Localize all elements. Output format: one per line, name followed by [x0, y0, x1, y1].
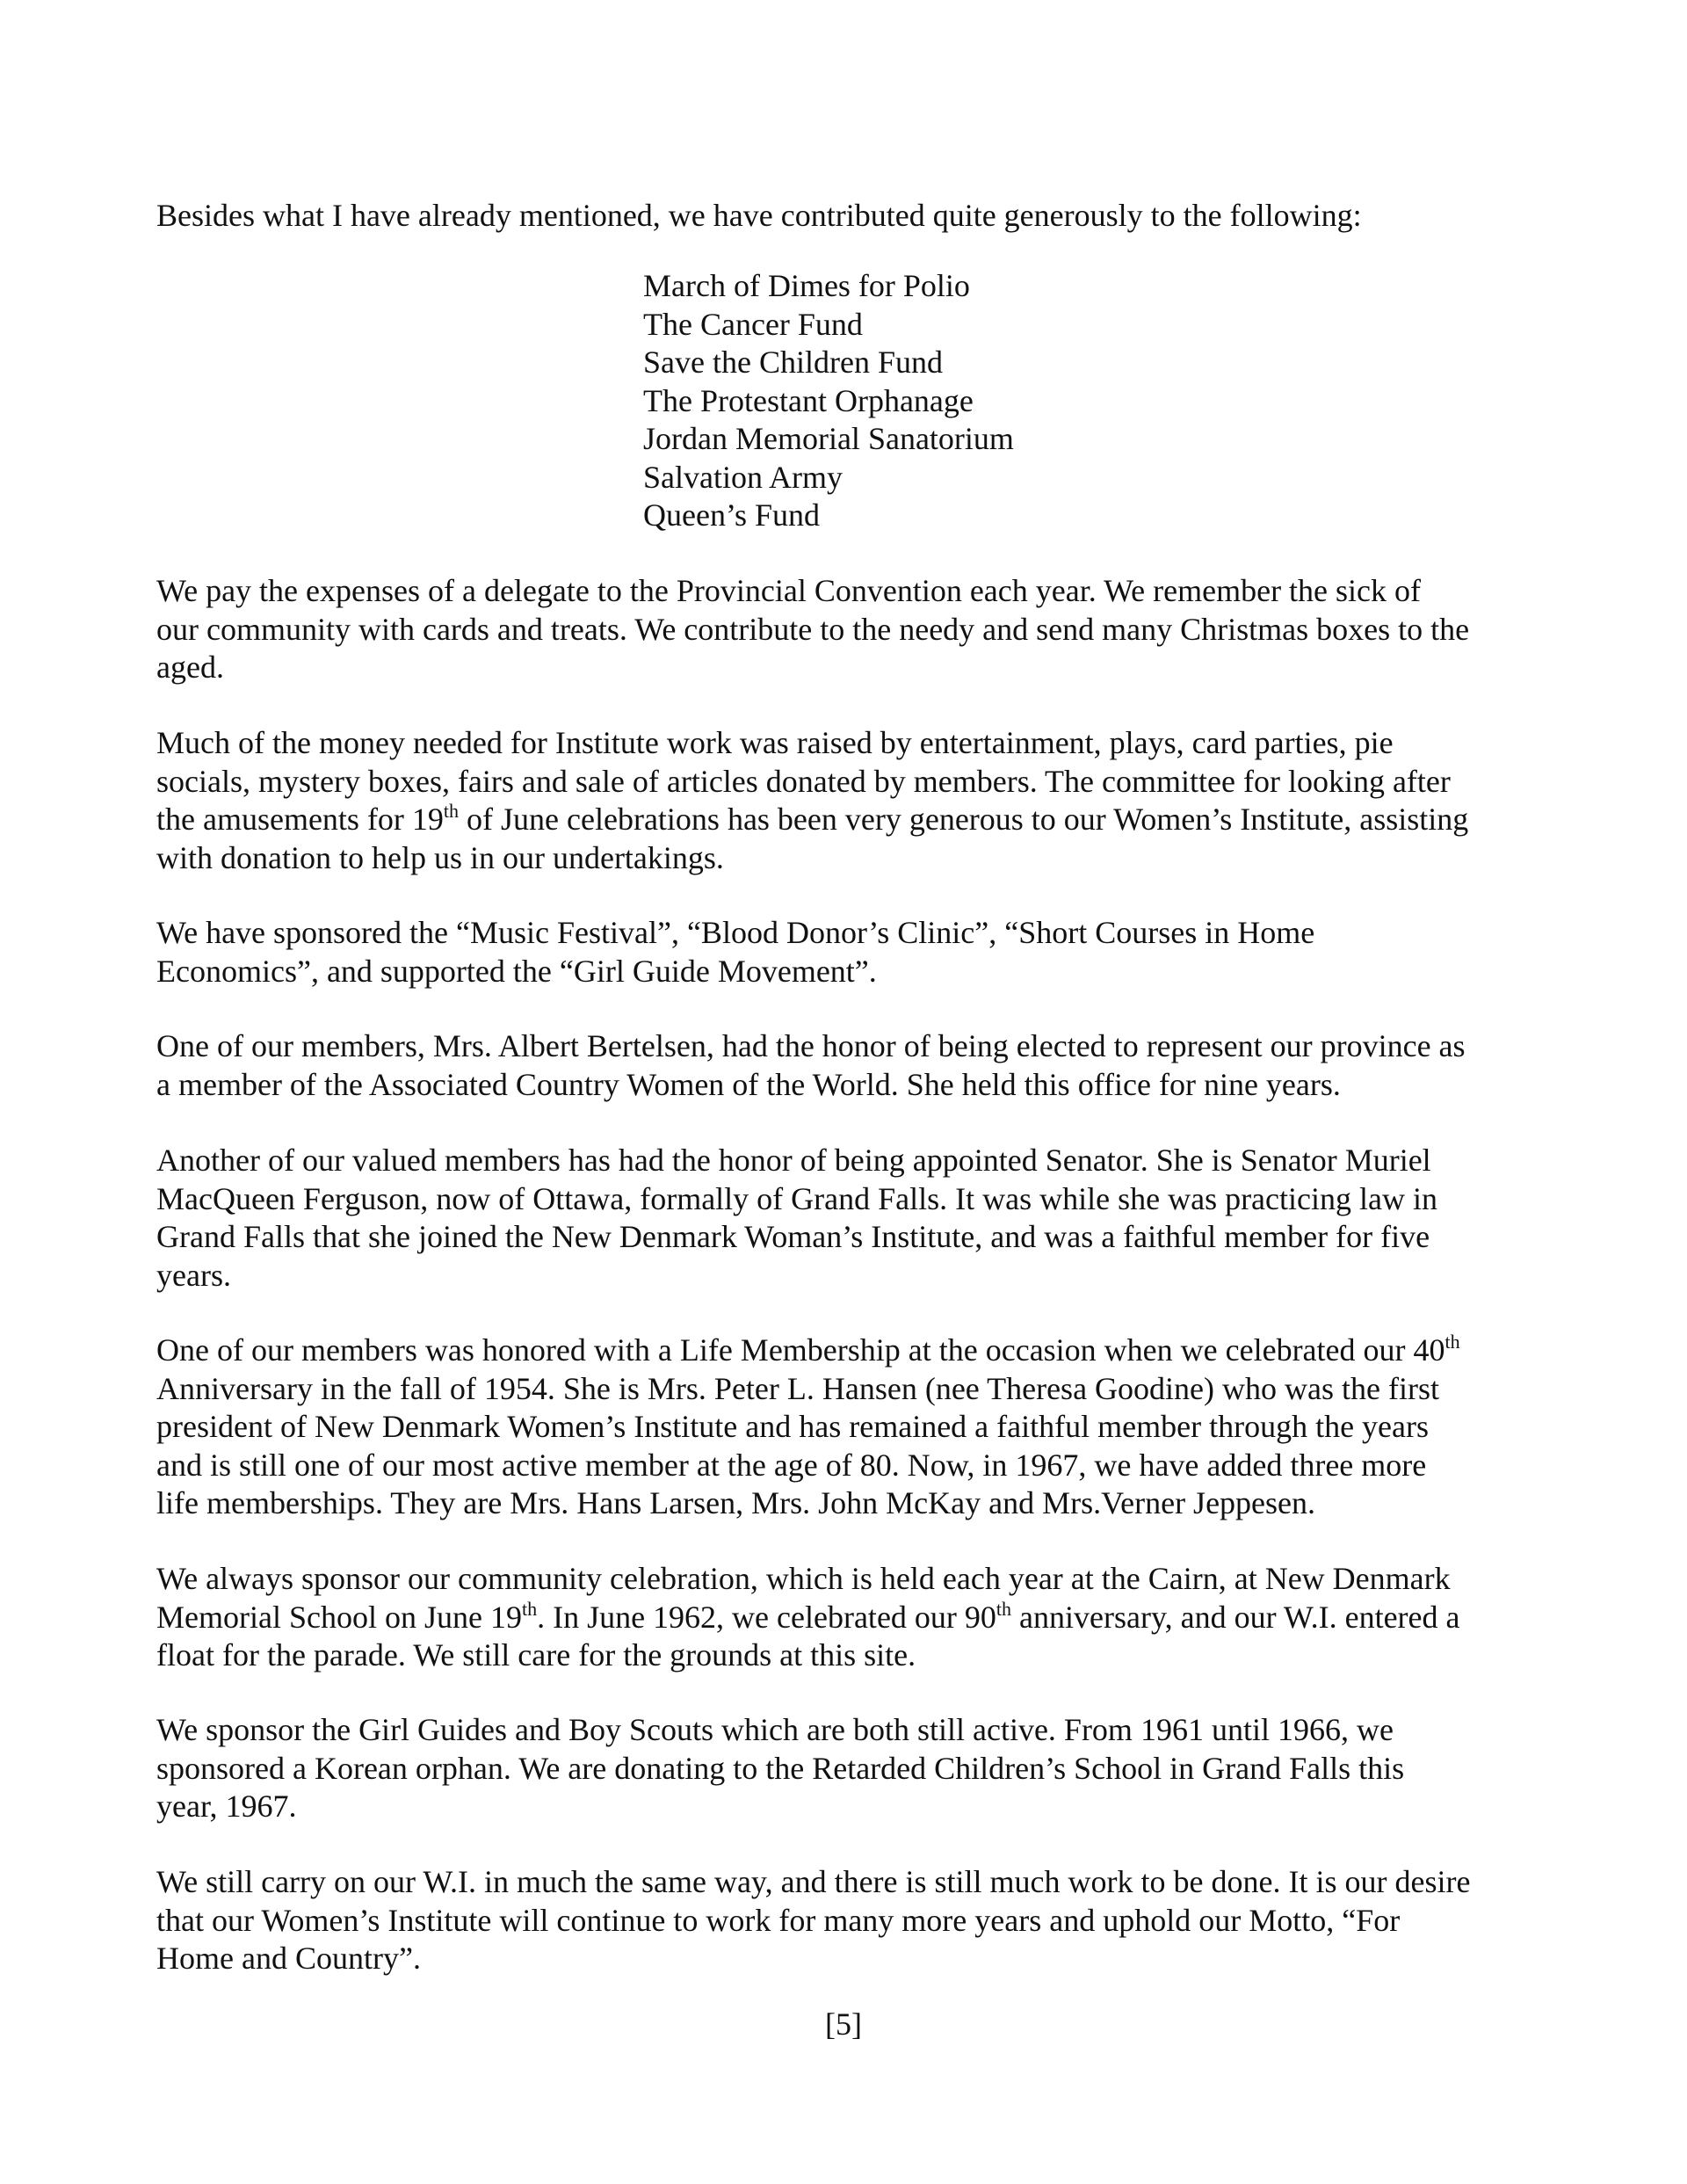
paragraph-line: float for the parade. We still care for the grounds at this site. [156, 1637, 916, 1672]
paragraph-line: aged. [156, 649, 224, 685]
paragraph-line: sponsored a Korean orphan. We are donating to the Retarded Children’s School in Grand Falls this [156, 1750, 1405, 1786]
paragraph-fundraising [156, 724, 1545, 877]
paragraph-guides-scouts [156, 1711, 1545, 1826]
text-run: . In June 1962, we celebrated our 90 [537, 1599, 996, 1635]
paragraph-line: socials, mystery boxes, fairs and sale of articles donated by members. The committee for looking after [156, 763, 1451, 799]
paragraph-line [156, 801, 1545, 839]
paragraph-line: We sponsor the Girl Guides and Boy Scouts which are both still active. From 1961 until 1966, we [156, 1712, 1394, 1747]
paragraph-senator [156, 1142, 1545, 1295]
paragraph-line: We always sponsor our community celebration, which is held each year at the Cairn, at New Denmark [156, 1561, 1451, 1596]
page-number: [5] [825, 2006, 862, 2042]
paragraph-line: MacQueen Ferguson, now of Ottawa, formally of Grand Falls. It was while she was practicing law in [156, 1180, 1437, 1216]
superscript: th [996, 1597, 1012, 1620]
list-item: Save the Children Fund [643, 345, 943, 380]
paragraph-line: Economics”, and supported the “Girl Guide Movement”. [156, 953, 877, 989]
text-run: of June celebrations has been very generous to our Women’s Institute, assisting [459, 802, 1469, 837]
text-run: Memorial School on June 19 [156, 1599, 522, 1635]
intro-paragraph [156, 197, 1545, 236]
paragraph-delegate [156, 572, 1545, 687]
superscript: th [521, 1597, 538, 1620]
paragraph-line: and is still one of our most active member at the age of 80. Now, in 1967, we have added three more [156, 1447, 1427, 1483]
paragraph-line: Anniversary in the fall of 1954. She is Mrs. Peter L. Hansen (nee Theresa Goodine) who was the first [156, 1370, 1439, 1406]
contributions-list [643, 267, 1014, 535]
paragraph-line: with donation to help us in our undertakings. [156, 839, 724, 875]
list-item: Queen’s Fund [643, 497, 820, 533]
list-item: The Cancer Fund [643, 306, 863, 342]
paragraph-line: president of New Denmark Women’s Institute and has remained a faithful member through the years [156, 1409, 1429, 1444]
paragraph-line [156, 1599, 1545, 1637]
paragraph-line: Grand Falls that she joined the New Denmark Woman’s Institute, and was a faithful member for five [156, 1219, 1430, 1254]
intro-line: Besides what I have already mentioned, we have contributed quite generously to the following: [156, 198, 1362, 233]
paragraph-line: Another of our valued members has had the honor of being appointed Senator. She is Senator Muriel [156, 1143, 1431, 1178]
paragraph-celebration [156, 1560, 1545, 1675]
list-item: March of Dimes for Polio [643, 268, 970, 303]
paragraph-line: Home and Country”. [156, 1941, 421, 1976]
paragraph-life-membership [156, 1331, 1545, 1523]
paragraph-line: that our Women’s Institute will continue to work for many more years and uphold our Motto, “For [156, 1902, 1401, 1938]
paragraph-line: our community with cards and treats. We contribute to the needy and send many Christmas boxes to the [156, 611, 1470, 647]
paragraph-line: We have sponsored the “Music Festival”, “Blood Donor’s Clinic”, “Short Courses in Home [156, 915, 1315, 950]
superscript: th [1444, 1331, 1460, 1353]
paragraph-line: We pay the expenses of a delegate to the Provincial Convention each year. We remember the sick of [156, 573, 1422, 608]
list-item: The Protestant Orphanage [643, 382, 974, 418]
paragraph-line: We still carry on our W.I. in much the same way, and there is still much work to be done. It is our desire [156, 1864, 1471, 1899]
paragraph-sponsored [156, 914, 1545, 990]
paragraph-line: year, 1967. [156, 1789, 297, 1824]
paragraph-line [156, 1331, 1545, 1370]
superscript: th [443, 800, 460, 822]
paragraph-line: One of our members, Mrs. Albert Bertelsen, had the honor of being elected to represent our province as [156, 1028, 1466, 1063]
text-run: One of our members was honored with a Life Membership at the occasion when we celebrated our 40 [156, 1332, 1445, 1368]
list-item: Jordan Memorial Sanatorium [643, 421, 1014, 456]
text-run: anniversary, and our W.I. entered a [1011, 1599, 1460, 1635]
paragraph-line: life memberships. They are Mrs. Hans Larsen, Mrs. John McKay and Mrs.Verner Jeppesen. [156, 1485, 1316, 1520]
paragraph-line: Much of the money needed for Institute work was raised by entertainment, plays, card parties, pie [156, 725, 1394, 760]
paragraph-motto [156, 1863, 1545, 1978]
paragraph-bertelsen [156, 1027, 1545, 1104]
text-run: the amusements for 19 [156, 802, 444, 837]
paragraph-line: a member of the Associated Country Women of the World. She held this office for nine years. [156, 1066, 1341, 1102]
paragraph-line: years. [156, 1257, 231, 1293]
list-item: Salvation Army [643, 459, 843, 495]
